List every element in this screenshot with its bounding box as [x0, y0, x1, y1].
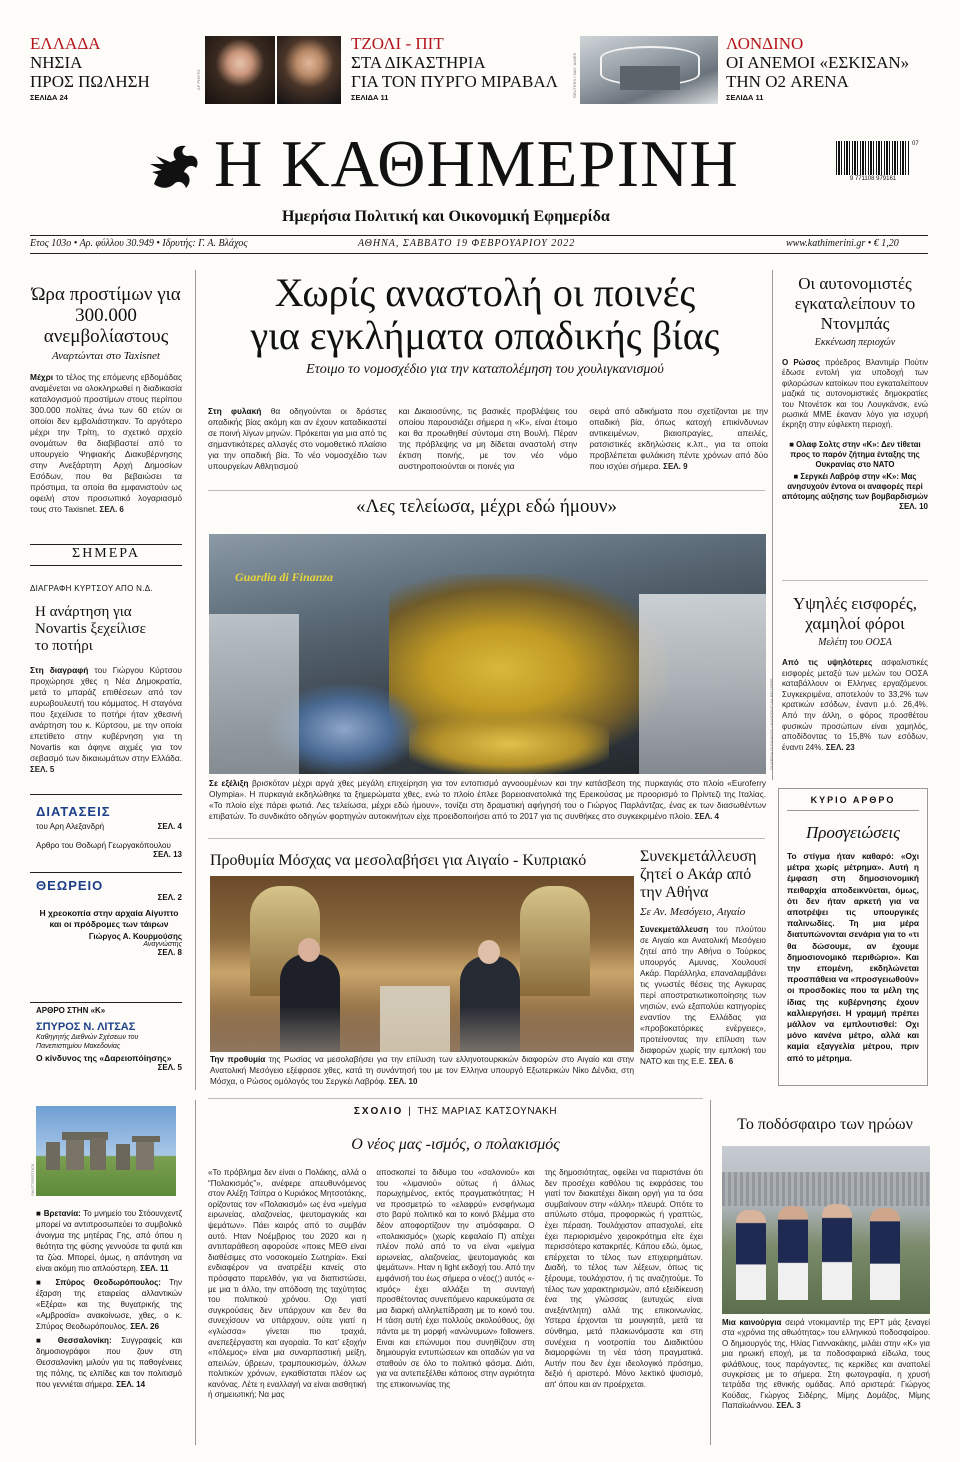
comment-header: ΣΧΟΛΙΟ | ΤΗΣ ΜΑΡΙΑΣ ΚΑΤΣΟΥΝΑΚΗ [353, 1106, 558, 1117]
teaser-pitt-photo[interactable] [277, 36, 341, 104]
masthead-meta-center: ΑΘΗΝΑ, ΣΑΒΒΑΤΟ 19 ΦΕΒΡΟΥΑΡΙΟΥ 2022 [358, 238, 576, 249]
donbas-body: Ο Ρώσος πρόεδρος Βλαντιμίρ Πούτιν έδωσε εντολή για υποδοχή των φιλορώσων κατοίκων που εγκαταλείπουν μαζικά τις αυτονομιστικές δημοκρατίες του Ντονέτσκ και του Λουγκάνσκ, ενώ ρωσικά ΜΜΕ έκαναν λόγο για ισχυρή έκρηξη στην εύφλεκτη περιοχή. [782, 358, 928, 430]
teaser-jolie-photo[interactable] [205, 36, 275, 104]
theoreio-box[interactable]: ΘΕΩΡΕΙΟ ΣΕΛ. 2 Η χρεοκοπία στην αρχαία Αίγυπτο και οι πρόδρομες των τάιρων Γιώργος Α. Κουρμούσης Αναγνώστης ΣΕΛ. 8 [36, 878, 182, 957]
theoreio-item: Η χρεοκοπία στην αρχαία Αίγυπτο και οι πρόδρομες των τάιρων [39, 908, 179, 929]
barcode [836, 141, 910, 185]
editorial-title: Προσγειώσεις [805, 823, 900, 842]
masthead-meta-right: www.kathimerini.gr • € 1,20 [786, 238, 899, 249]
left-briefs [36, 1208, 182, 1393]
teaser-greece-kicker: ΕΛΛΑΔΑ [30, 34, 101, 53]
article-k-box[interactable]: ΑΡΘΡΟ ΣΤΗΝ «Κ» ΣΠΥΡΟΣ Ν. ΛΙΤΣΑΣ Καθηγητής Διεθνών Σχέσεων του Πανεπιστημίου Μακεδονίας Ο κίνδυνος της «Δαρειοπόίησης» ΣΕΛ. 5 [36, 1006, 182, 1072]
novartis-kicker: ΔΙΑΓΡΑΦΗ ΚΥΡΤΣΟΥ ΑΠΟ Ν.Δ. [30, 584, 153, 593]
novartis-title: Η ανάρτηση για Novartis ξεχείλισε το ποτήρι [35, 604, 146, 654]
ferry-quote: «Λες τελείωσα, μέχρι εδώ ήμουν» [356, 496, 617, 517]
football-photo[interactable] [722, 1146, 930, 1314]
teaser-greece[interactable] [30, 34, 190, 102]
main-story[interactable] [205, 272, 765, 378]
teaser-jolie-pitt[interactable] [351, 34, 571, 102]
teaser-o2-photo[interactable] [580, 36, 718, 104]
comment-title[interactable]: Ο νέος μας -ισμός, ο πολακισμός [351, 1136, 560, 1153]
oecd-title: Υψηλές εισφορές, χαμηλοί φόροι [793, 594, 917, 633]
masthead-subtitle: Ημερήσια Πολιτική και Οικονομική Εφημερίδα [282, 208, 610, 225]
simera-label: ΣΗΜΕΡΑ [72, 546, 140, 561]
fines-body: Μέχρι το τέλος της επόμενης εβδομάδας αναμένεται να ολοκληρωθεί η διαδικασία καταλογισμού προστίμων στους περίπου 300.000 πολίτες άνω των 60 ετών οι οποίοι δεν εμβολιάστηκαν. Το αργότερο μέχρι την Τρίτη, το σχετικό αρχείο ονομάτων θα διαβιβαστεί από το υπουργείο Ψηφιακής Διακυβέρνησης στην Ανεξάρτητη Αρχή Δημοσίων Εσόδων, που θα βεβαιώσει τα πρόστιμα, τα οποία θα εμφανιστούν ως οφειλή στον προσωπικό λογαριασμό τους στο Taxisnet. ΣΕΛ. 6 [30, 372, 182, 514]
football-title[interactable]: Το ποδόσφαιρο των ηρώων [737, 1116, 913, 1133]
comment-author: ΤΗΣ ΜΑΡΙΑΣ ΚΑΤΣΟΥΝΑΚΗ [417, 1106, 558, 1117]
teaser-o2-credit: REUTERS / MAY JAMES [572, 52, 577, 98]
donbas-title: Οι αυτονομιστές εγκαταλείπουν το Ντονμπάς [794, 274, 916, 333]
editorial-box[interactable] [778, 788, 928, 1086]
fines-deck: Αναρτώνται στο Taxisnet [52, 350, 160, 362]
ferry-photo[interactable] [209, 534, 766, 774]
ferry-photo-overlay: Guardia di Finanza [235, 570, 334, 584]
comment-body: «Το πρόβλημα δεν είναι ο Πολάκης, αλλά ο “Πολακισμός”», ανέφερε απευθυνόμενος στον Αλέξη Τσίπρα ο Κυριάκος Μητσοτάκης, ορίζοντας τον «Πολακισμό» ως ένα «μείγμα ειρωνείας, αλαζονείας, ψευτομαγκιάς και ψεμάτων». Πάει καιρός από το συμβάν αυτό. Ηταν Νοέμβριος του 2020 και η αντιπαράθεση αφορούσε «ποιες ΜΕΘ είναι διαθέσιμες στο νοσοκομείο Σωτηρία». Εκεί ενδιαφέρον να ανατρέξει κανείς στο πρόσφατο παρελθόν, για να διαπιστώσει, με μια τι άλλο, την απόδοση της ταχύτητας του πολιτικού χρόνου. Οχι γιατί συγκρούσεις δεν υπάρχουν και δεν θα συνεχίσουν να υπάρχουν, ούτε γιατί η «γλώσσα» γίνεται πιο τραχιά, ανεπεξέργαστη και αγοραία. Το κατ’ εξοχήν «πόλεμος» είναι μια συναρπαστική μείξη, απειλών, ύβρεων, τραμπουκισμών, άλλων πολιτικών χρόνων, εγκαθίσταται πλέον ως κανόνας. Λέτε η εναλλαγή να είναι αισθητική ή σημειωτική; Να μας αποσκοπεί το διδυμο του «σαλονιού» και του «λιμανιού» ούτως ή άλλως παρωχημένος, εκτός πραγματικότητας; Η να προσμετρώ το «ελαφρύ» ενσφήνωμα στο βαρύ πολιτικό και το κοινό βλέμμα στο δέον αποφορτίζουν την ατμόσφαιρα. Ο «πολακισμός» (χωρίς κεφαλαίο Π) απέχει πλέον πολύ από το να είναι «μείγμα ειρωνείας, αλαζονείας, ψευτομαγκιάς και ψεμάτων». Ηταν η light εκδοχή του. Από την εμφάνισή του έως σήμερα ο νέος(;) αυτός «-ισμός» έχει αλλάξει τη συνταγή προσθέτοντας συνεπόμενο καρυκεύματα σε μια διαρκή αλληλεπίδραση με το κοινό του. Η τάση αυτή έχει πολλούς ακολούθους, όχι πάντα με τη μορφή «ανώνυμων» followers. Ειναι και επώνυμοι που συνηθίζουν στη δημιουργία εντυπώσεων και οπαδών για να σταθούν σε όλο το πολιτικό φάσμα. Διότι, για να αντεπεξέλθει κάποιος στην αγριότητα της επικοινωνίας της της δημοσιότητας, οφείλει να παριστάνει ότι δεν προσέχει καθόλου τις εκφράσεις του γιατί τον διακατέχει δίκαιη οργή για τα όσα συμβαίνουν στην «άλλη» πλευρά. Οπότε το απύλωτο στόμα, προφορικώς ή γραπτώς, έχει πέραση. Τουλάχιστον απασχολεί, είτε έχει περιορισμένο χειροκρότημα είτε έχει περισσότερο κατακριτές. Κάπου εδώ, όμως, επέρχεται το τέλος των επιχειρημάτων. Διαδή, το τέλος των λέξεων, όπως τις ξέρουμε, τουλάχιστον, ή τις αναζητούμε. Το τέλος των χαρακτηρισμών, από εξειδίκευση ένα της γλώσσας (ευτυχώς είναι ανεξάντλητη) αλλά της επικοινωνίας. Υστερα έρχονται τα μουγκητά, μετά τα σύνθημα, μετά πλακωνόμαστε και στη συνέχεια η νοοτροπία του Διαδικτύου διαμορφώνει τη νέα τάση πραγματικά. Αυτήν που δεν έχει ιδεολογικό πρόσημο, δεξιό ή αριστερό. Μόνο λεκτικό ψυσισμό, απ' όπου και αν προέρχεται. [208, 1168, 703, 1400]
masthead-rule-bottom [30, 253, 928, 254]
novartis-story[interactable] [30, 584, 182, 775]
donbas-bullet-scholz[interactable]: ■ Ολαφ Σολτς στην «Κ»: Δεν τίθεται προς το παρόν ζήτημα ένταξης της Ουκρανίας στο ΝΑΤΟ [789, 439, 921, 469]
teaser-london[interactable] [726, 34, 936, 102]
diataseis-title: ΔΙΑΤΑΣΕΙΣ [36, 804, 111, 819]
teaser-jolie-pitt-kicker: ΤΖΟΛΙ - ΠΙΤ [351, 34, 444, 53]
moscow-headline[interactable]: Προθυμία Μόσχας να μεσολαβήσει για Αιγαίο - Κυπριακό [210, 852, 587, 869]
main-headline-line2: για εγκλήματα οπαδικής βίας [250, 313, 720, 358]
brief-britain[interactable]: ■ Βρετανία: Το μνημείο του Στόουνχεντζ μπορεί να αντιπροσωπεύει το συμβολικό άνοιγμα της μητέρας Γης, από όπου η θεότητα της φύσης γεννούσε τα φυτά και τα ζώα. Μπορεί, όμως, η απάντηση να είναι ακόμη πιο απλούστερη. ΣΕΛ. 11 [36, 1209, 183, 1273]
teaser-greece-line1: ΝΗΣΙΑ [30, 53, 83, 72]
teaser-greece-page: ΣΕΛΙΔΑ 24 [30, 93, 68, 102]
theoreio-title: ΘΕΩΡΕΙΟ [36, 878, 104, 893]
moscow-photo[interactable] [210, 876, 634, 1052]
donbas-story[interactable]: Οι αυτονομιστές εγκαταλείπουν το Ντονμπάς Εκκένωση περιοχών Ο Ρώσος πρόεδρος Βλαντιμίρ Πούτιν έδωσε εντολή για υποδοχή των φιλορώσων κατοίκων που εγκαταλείπουν μαζικά τις αυτονομιστικές δημοκρατίες του Ντονέτσκ και του Λουγκάνσκ, ενώ ρωσικά ΜΜΕ έκαναν λόγο για ισχυρή έκρηξη στην εύφλεκτη περιοχή. ■ Ολαφ Σολτς στην «Κ»: Δεν τίθεται προς το παρόν ζήτημα ένταξης της Ουκρανίας στο ΝΑΤΟ ■ Σεργκέι Λαβρόφ στην «Κ»: Μας ανησυχούν έντονα οι αναφορές περί απότομης αύξησης των βομβαρδισμών ΣΕΛ. 10 [782, 274, 928, 511]
diataseis-item2: Αρθρο του Θοδωρή Γεωργακόπουλου [36, 841, 171, 850]
masthead-title: Η ΚΑΘΗΜΕΡΙΝΗ [214, 127, 739, 201]
stonehenge-photo[interactable] [36, 1106, 176, 1196]
diataseis-item1: του Αρη Αλεξανδρή [36, 822, 105, 831]
oecd-body: Από τις υψηλότερες ασφαλιστικές εισφορές μεταξύ των μελών του ΟΟΣΑ καταβάλλουν οι Ελληνες εργαζόμενοι. Συγκεκριμένα, αποτελούν το 33,2% των κρατικών εσόδων, έναντι μ.ό. 26,4%. Από την άλλη, ο φόρος προσθέτου φυσικών προσώπων είναι χαμηλός, αποδίδοντας το 15,8% των εσόδων, έναντι 24%. ΣΕΛ. 23 [782, 658, 928, 752]
stonehenge-credit: SHUTTERSTOCK [30, 1163, 35, 1196]
ferry-photo-credit: GUARDIA DI FINANZA / HANDOUT VIA REUTERS [769, 678, 774, 770]
editorial-body: Το στίγμα ήταν καθαρό: «Οχι μέτρα χωρίς μέτρημα». Αυτή η έμφαση στη δημοσιονομική πειθαρχία αποδεικνύεται, όμως, ότι δεν ήταν αρκετή για να αποτρέψει τις υπουργικές παλινωδίες. Τη μια μέρα διατυπώνονται σενάρια για το «τι θα δώσουμε, αν έχουμε δημοσιονομικό περιθώριο». Και την επομένη, εκδηλώνεται προσπάθεια να «προσγειωθούν» οι προσδοκίες που τα μέλη της ίδιας της κυβέρνησης έχουν καλλιεργήσει. Η γραμμή πρέπει μάλλον να εμπλουτισθεί: Οχι μόνο κανένα μέτρο, αλλά και καμία εξαγγελία μέτρου, πριν από το μέτρημα. [787, 851, 919, 1063]
barcode-number: 9 771108 979161 [849, 176, 897, 182]
masthead-logo-icon [146, 138, 206, 198]
main-headline-line1: Χωρίς αναστολή οι ποινές [274, 270, 696, 315]
masthead-meta-left: Ετος 103ο • Αρ. φύλλου 30.949 • Ιδρυτής: Γ. Α. Βλάχος [30, 238, 248, 249]
brief-thessaloniki[interactable]: ■ Θεσσαλονίκη: Συγγραφείς και δημοσιογράφοι που ζουν στη Θεσσαλονίκη μιλούν για τις παθογένειες της πόλης, τις ελπίδες και τον πολιτισμό που γεννιέται σήμερα. ΣΕΛ. 14 [36, 1336, 182, 1389]
fines-title: Ώρα προστίμων για 300.000 ανεμβολίαστους [31, 284, 181, 347]
teaser-jolie-pitt-line1: ΣΤΑ ΔΙΚΑΣΤΗΡΙΑ [351, 53, 486, 72]
teaser-london-line1: ΟΙ ΑΝΕΜΟΙ «ΕΣΚΙΣΑΝ» [726, 53, 910, 72]
oecd-story[interactable] [782, 594, 928, 753]
teaser-london-line2: ΤΗΝ Ο2 ARENA [726, 72, 849, 91]
akar-body: Συνεκμετάλλευση του πλούτου σε Αιγαίο και Ανατολική Μεσόγειο ζητεί από την Αθήνα ο Τούρκος υπουργός Αμυνας, Χουλουσί Ακάρ. Παράλληλα, επαναλαμβάνει τις γνωστές θέσεις της Αγκυρας περί αποστρατιωτικοποίησης των νησιών, ενώ εξαπολύει κατηγορίες εναντίον της Ελλάδας για «προβοκατόρικες ενέργειες», προτείνοντας την επίλυση των διαφορών χωρίς την εμπλοκή του ΝΑΤΟ και της Ε.Ε. ΣΕΛ. 6 [640, 925, 766, 1066]
teaser-greece-line2: ΠΡΟΣ ΠΩΛΗΣΗ [30, 72, 150, 91]
teaser-london-kicker: ΛΟΝΔΙΝΟ [726, 34, 804, 53]
masthead-rule-top [30, 235, 928, 236]
donbas-bullet-lavrov[interactable]: ■ Σεργκέι Λαβρόφ στην «Κ»: Μας ανησυχούν έντονα οι αναφορές περί απότομης αύξησης των βομβαρδισμών [782, 471, 928, 501]
donbas-deck: Εκκένωση περιοχών [814, 337, 896, 348]
akar-story[interactable] [640, 848, 766, 1067]
main-deck: Ετοιμο το νομοσχέδιο για την καταπολέμηση του χουλιγκανισμού [306, 362, 664, 377]
main-body: Στη φυλακή θα οδηγούνται οι δράστες οπαδικής βίας ακόμη και αν έχουν καταδικαστεί σε ποινή λίγων μηνών. Πρόκειται για μια από τις σημαντικότερες αλλαγές στο νομοθετικό πλαίσιο για την οπαδική βία. Το νέο νομοσχέδιο των υπουργείων Αθλητισμού και Δικαιοσύνης, τις βασικές προβλέψεις του οποίου παρουσιάζει σήμερα η «Κ», είναι έτοιμο και θα προωθηθεί σύντομα στη Βουλή. Πέραν της πρόβλεψης να μη δίδεται αναστολή στην έκτιση ποινής, με τον νέο νόμο αυστηροποιούνται οι ποινές για σειρά από αδικήματα που σχετίζονται με την οπαδική βία, όπως κατοχή επικίνδυνων αντικειμένων, βιαιοπραγίες, απειλές, ρατσιστικές εκδηλώσεις κ.λπ., για τα οποία προβλέπεται φυλάκιση πέντε χρόνων από δύο που ισχύει σήμερα. ΣΕΛ. 9 [208, 406, 769, 471]
football-caption: Μια καινούργια σειρά ντοκιμαντέρ της ΕΡΤ μάς ξεναγεί στα «χρόνια της αθωότητας» του ελληνικού ποδοσφαίρου. Ο δημιουργός της, Ηλίας Γιαννακάκης, μιλάει στην «Κ» για μια ηρωική εποχή, με τα ποδοσφαιρικά είδωλα, τους φιλάθλους, τους παράγοντες, τις κερκίδες και αναπολεί συγκρίσεις με το σήμερα. Στη φωτογραφία, η χρυσή τετράδα της εθνικής ομάδας. Από αριστερά: Γιώργος Κούδας, Γιώργος Σιδέρης, Μίμης Δομάζος, Μίμης Παπαϊωάννου. ΣΕΛ. 3 [722, 1318, 930, 1411]
akar-headline: Συνεκμετάλλευση ζητεί ο Ακάρ από την Αθήνα [640, 848, 757, 901]
ferry-caption: Σε εξέλιξη βρισκόταν μέχρι αργά χθες μεγάλη επιχείρηση για τον εντοπισμό αγνοουμένων και την κατάσβεση της πυρκαγιάς στο πλοίο «Euroferry Olympia». Η πυρκαγιά εκδηλώθηκε τα ξημερώματα χθες, ενώ το πλοίο έπλεε βορειοανατολικά της Ερεικούσας με προορισμό το Πρίντεζι της Ιταλίας. «Το πλοίο είχε πάρει φωτιά. Λες τελείωσα, μέχρι εδώ ήμουν», τονίζει στη δραματική αφήγησή του ο Γιώργος Παρλάντζας, ένας εκ των διασωθέντων επιβατών. Το συνδικάτο οδηγών φορτηγών αυτοκινήτων είχε προειδοποιήσει από το 2017 για τις συνθήκες στο συγκεκριμένο πλοίο. ΣΕΛ. 4 [209, 778, 766, 821]
fines-story[interactable] [30, 284, 182, 515]
teaser-london-page: ΣΕΛΙΔΑ 11 [726, 93, 764, 102]
teaser-jolie-pitt-page: ΣΕΛΙΔΑ 11 [351, 93, 389, 102]
brief-theodoropoulos[interactable]: ■ Σπύρος Θεοδωρόπουλος: Την έξαρση της εταιρείας αλλαντικών «Εξέρα» και της θυγατρικής της «Αμβροσία» ανακοίνωσε, χθες, ο κ. Σπύρος Θεοδωρόπουλος. ΣΕΛ. 26 [36, 1278, 182, 1331]
moscow-caption: Την προθυμία της Ρωσίας να μεσολαβήσει για την επίλυση των ελληνοτουρκικών διαφορών στο Αιγαίο και στην Ανατολική Μεσόγειο εξέφρασε χθες, κατά τη συνάντησή του με τον Ελληνα υπουργό Εξωτερικών Νίκο Δένδια, στη Μόσχα, ο Ρώσος ομόλογός του Σεργκέι Λαβρόφ. ΣΕΛ. 10 [210, 1055, 634, 1086]
teaser-jolie-pitt-line2: ΓΙΑ ΤΟΝ ΠΥΡΓΟ ΜΙΡΑΒΑΛ [351, 72, 558, 91]
teaser-jolie-credit: AP PHOTO [196, 69, 201, 90]
oecd-deck: Μελέτη του ΟΟΣΑ [818, 637, 892, 648]
akar-deck: Σε Αν. Μεσόγειο, Αιγαίο [640, 906, 746, 918]
novartis-body: Στη διαγραφή του Γιώργου Κύρτσου προχώρησε χθες η Νέα Δημοκρατία, μετά το μπαράζ επιθέσεων από τον ευρωβουλευτή του κόμματος. Η σταγόνα που ξεχείλισε το ποτήρι ήταν χθεσινή ανάρτηση του κ. Κύρτσου, με την οποία επετίθετο στην κυβέρνηση για τη Novartis και άφηνε αιχμές για τον σεβασμό των δικαιωμάτων στην Ελλάδα. ΣΕΛ. 5 [30, 665, 182, 774]
diataseis-box[interactable]: ΔΙΑΤΑΣΕΙΣ του Αρη Αλεξανδρή ΣΕΛ. 4 Αρθρο του Θοδωρή Γεωργακόπουλου ΣΕΛ. 13 [36, 804, 182, 859]
editorial-label: ΚΥΡΙΟ ΑΡΘΡΟ [787, 795, 919, 811]
comment-label: ΣΧΟΛΙΟ [353, 1106, 404, 1117]
issue-code: 07 [912, 141, 919, 147]
